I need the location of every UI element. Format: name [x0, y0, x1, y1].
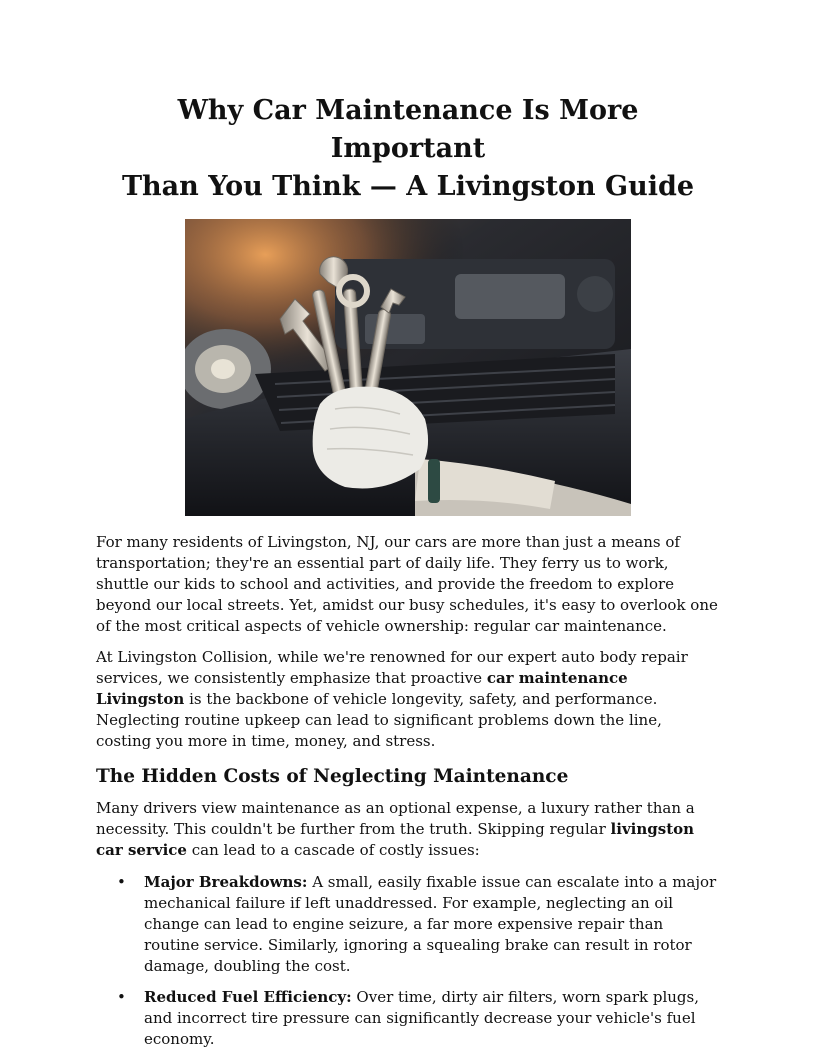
costs-paragraph	[96, 798, 720, 861]
hero-image-mechanic-holding-wrenches	[185, 219, 631, 516]
livingston-collision-paragraph	[96, 647, 720, 752]
bullet-marker: •	[117, 988, 126, 1006]
intro-paragraph: For many residents of Livingston, NJ, our cars are more than just a means of transportation; they're an essential part of daily life. They ferry us to work, shuttle our kids to school and activities, and provide the freedom to explore beyond our local streets. Yet, amidst our busy schedules, it's easy to overlook one of the most critical aspects of vehicle ownership: regular car maintenance.	[96, 533, 718, 635]
p3-text-end: can lead to a cascade of costly issues:	[186, 841, 480, 859]
list-item-text: Over time, dirty air filters, worn spark plugs, and incorrect tire pressure can significantly decrease your vehicle's fuel economy.	[144, 988, 699, 1048]
article-title	[96, 92, 720, 206]
section-heading: The Hidden Costs of Neglecting Maintenance	[96, 766, 569, 787]
car-maintenance-livingston-keyword: car maintenance Livingston	[96, 669, 628, 708]
list-item-text: A small, easily fixable issue can escalate into a major mechanical failure if left unaddressed. For example, neglecting an oil change can lead to engine seizure, a far more expensive repair than routine service. Similarly, ignoring a squealing brake can result in rotor damage, doubling the cost.	[144, 873, 717, 975]
p3-text-start: Many drivers view maintenance as an optional expense, a luxury rather than a necessity. This couldn't be further from the truth. Skipping regular	[96, 799, 695, 838]
p2-text-start: At Livingston Collision, while we're renowned for our expert auto body repair services, we consistently emphasize that proactive	[96, 648, 688, 687]
list-item-reduced-fuel-efficiency	[96, 987, 720, 1050]
p2-text-end: is the backbone of vehicle longevity, safety, and performance. Neglecting routine upkeep can lead to significant problems down the line, costing you more in time, money, and stress.	[96, 690, 662, 750]
costs-list	[96, 872, 720, 1050]
title-line-1: Why Car Maintenance Is More Important	[177, 95, 639, 164]
list-item-title: Major Breakdowns:	[144, 873, 308, 891]
list-item-title: Reduced Fuel Efficiency:	[144, 988, 352, 1006]
list-item-major-breakdowns	[96, 872, 720, 977]
document-page	[96, 92, 720, 1050]
title-line-2: Than You Think — A Livingston Guide	[121, 171, 695, 202]
livingston-car-service-keyword: livingston car service	[96, 820, 695, 859]
bullet-marker: •	[117, 873, 126, 891]
